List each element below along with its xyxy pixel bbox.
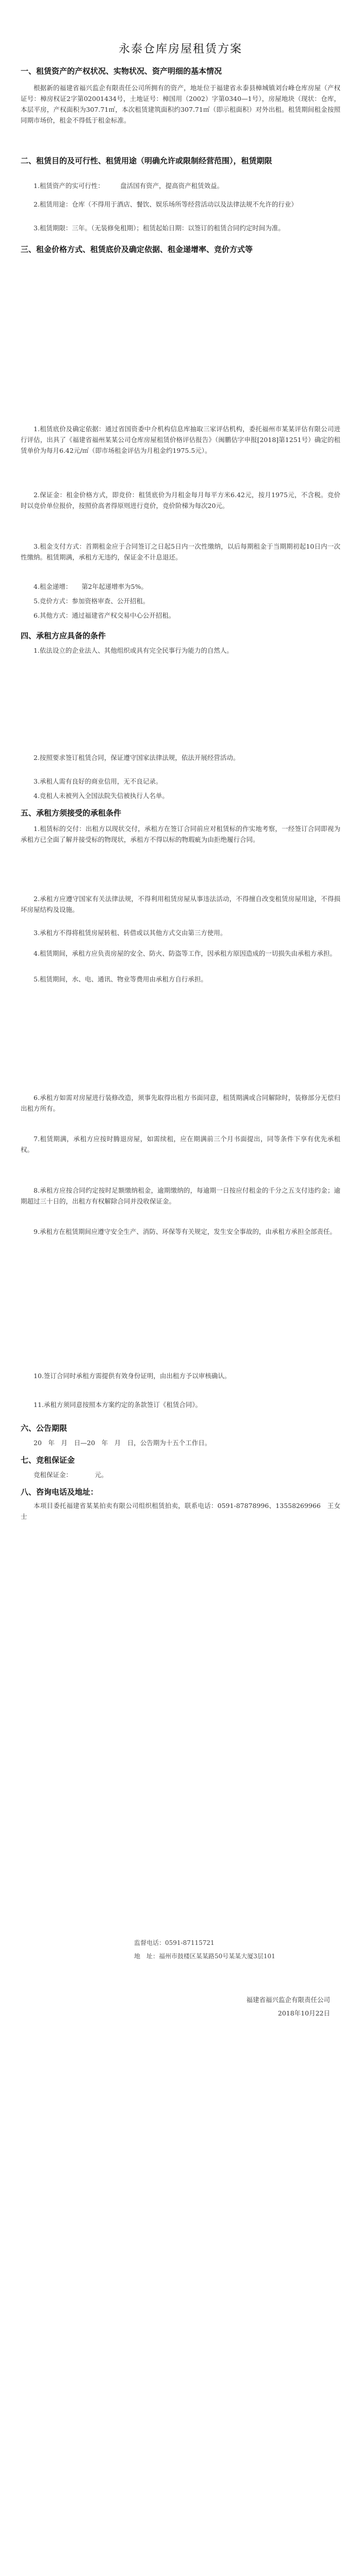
section-5-item: 9.承租方在租赁期间应遵守安全生产、消防、环保等有关规定，发生安全事故的，由承租方承担全部责任。 <box>34 1228 336 1235</box>
section-2-item: 2.租赁用途：仓库（不得用于酒店、餐饮、娱乐场所等经营活动以及法律法规不允许的行业） <box>34 200 298 208</box>
section-5-item: 4.租赁期间，承租方应负责房屋的安全、防火、防盗等工作，因承租方原因造成的一切损失由承租方承担。 <box>34 950 336 957</box>
issuing-org: 福建省福兴监企有限责任公司 <box>246 1996 330 2004</box>
section-2-item: 1.租赁资产的实可行性： 盘活国有资产，提高资产租赁效益。 <box>34 182 224 190</box>
section-1-paragraph: 根据新的福建省福兴监企有限责任公司所拥有的资产，地址位于福建省永泰县樟城镇刘台峰仓库房屋（产权证号：樟房权证2字第02001434号，土地证号：樟国用（2002）字第0340—1号），房屋地块（现状：仓库，本层平房，产权面积为307.71㎡，本次租赁建筑面积约307.71㎡（即示租面积）对外出租。租赁期间租金按照同期市场价，租金不得低于租金标准。 <box>21 84 340 124</box>
section-5-item: 1.租赁标的交付：出租方以现状交付，承租方在签订合同前应对租赁标的作实地考察，一经签订合同即视为承租方已全面了解并接受标的物现状，承租方不得以标的物瑕疵为由拒绝履行合同。 <box>21 825 340 843</box>
section-5-item: 6.承租方如需对房屋进行装修改造，须事先取得出租方书面同意，租赁期满或合同解除时，装修部分无偿归出租方所有。 <box>21 1094 340 1112</box>
section-2-heading: 二、租赁目的及可行性、租赁用途（明确允许或限制经营范围），租赁期限 <box>21 156 272 165</box>
section-4-heading: 四、承租方应具备的条件 <box>21 631 106 640</box>
section-5-item: 10.签订合同时承租方需提供有效身份证明，由出租方予以审核确认。 <box>34 1372 231 1380</box>
page-title: 永泰仓库房屋租赁方案 <box>118 43 242 56</box>
section-4-item: 2.按照要求签订租赁合同，保证遵守国家法律法规，依法开展经营活动。 <box>34 754 240 761</box>
section-5-heading: 五、承租方须接受的承租条件 <box>21 808 122 818</box>
section-8-paragraph: 本项目委托福建省某某拍卖有限公司组织租赁拍卖，联系电话：0591-87878996、13558269966 王女士 <box>21 1502 340 1520</box>
section-3-heading: 三、租金价格方式、租赁底价及确定依据、租金递增率、竞价方式等 <box>21 245 253 254</box>
section-3-item: 2.保证金：租金价格方式，即竞价：租赁底价为月租金每月每平方米6.42元，按月1975元，不含税。竞价时以竞价单位报价，按照价高者得原则进行竞价，竞价阶梯为每次20元。 <box>21 491 340 510</box>
section-6-paragraph: 20 年 月 日—20 年 月 日，公告期为十五个工作日。 <box>34 1439 211 1447</box>
section-4-item: 1.依法设立的企业法人、其他组织或具有完全民事行为能力的自然人。 <box>34 647 233 654</box>
section-3-item: 1.租赁底价及确定依据：通过省国资委中介机构信息库抽取三家评估机构，委托福州市某某评估有限公司进行评估，出具了《福建省福州某某公司仓库房屋租赁价格评估报告》（闽鹏估字申报[2018]第1251号）确定的租赁单价为每月6.42元/㎡（即市场租金评估为月租金约1975.5元）。 <box>21 425 340 454</box>
section-7-paragraph: 竞租保证金： 元。 <box>34 1471 108 1479</box>
section-8-heading: 八、咨询电话及地址： <box>21 1487 99 1497</box>
section-5-item: 5.租赁期间，水、电、通讯、物业等费用由承租方自行承担。 <box>34 975 207 983</box>
section-3-item: 4.租金递增： 第2年起递增率为5%。 <box>34 583 147 590</box>
address: 地 址：福州市鼓楼区某某路50号某某大厦3层101 <box>134 1953 275 1960</box>
section-5-item: 2.承租方应遵守国家有关法律法规，不得利用租赁房屋从事违法活动，不得擅自改变租赁房屋用途，不得损坏房屋结构及设施。 <box>21 895 340 913</box>
section-7-heading: 七、竞租保证金 <box>21 1455 75 1465</box>
section-5-item: 11.承租方须同意按照本方案约定的条款签订《租赁合同》。 <box>34 1401 202 1409</box>
section-1-heading: 一、租赁资产的产权状况、实物状况、资产明细的基本情况 <box>21 66 222 76</box>
section-4-item: 3.承租人需有良好的商业信用，无不良记录。 <box>34 777 162 785</box>
section-5-item: 7.租赁期满，承租方应按时腾退房屋，如需续租，应在期满前三个月书面提出，同等条件下享有优先承租权。 <box>21 1135 340 1154</box>
section-3-item: 5.竞价方式：参加资格审查、公开招租。 <box>34 597 150 605</box>
section-4-item: 4.竞租人未被列入全国法院失信被执行人名单。 <box>34 792 169 800</box>
section-6-heading: 六、公告期限 <box>21 1423 68 1433</box>
section-5-item: 8.承租方应按合同约定按时足额缴纳租金，逾期缴纳的，每逾期一日按应付租金的千分之五支付违约金；逾期超过三十日的，出租方有权解除合同并没收保证金。 <box>21 1187 340 1205</box>
section-3-item: 3.租金支付方式：首期租金应于合同签订之日起5日内一次性缴纳，以后每期租金于当期期初起10日内一次性缴纳。租赁期满，承租方无违约，保证金不计息退还。 <box>21 543 340 561</box>
section-3-item: 6.其他方式：通过福建省产权交易中心公开招租。 <box>34 612 175 619</box>
supervise-phone: 监督电话：0591-87115721 <box>134 1939 215 1946</box>
issue-date: 2018年10月22日 <box>277 2009 330 2017</box>
section-2-item: 3.租赁期限：三年。（无装修免租期）；租赁起始日期：以签订的租赁合同约定时间为准。 <box>34 224 285 232</box>
section-5-item: 3.承租方不得将租赁房屋转租、转借或以其他方式交由第三方使用。 <box>34 929 227 937</box>
